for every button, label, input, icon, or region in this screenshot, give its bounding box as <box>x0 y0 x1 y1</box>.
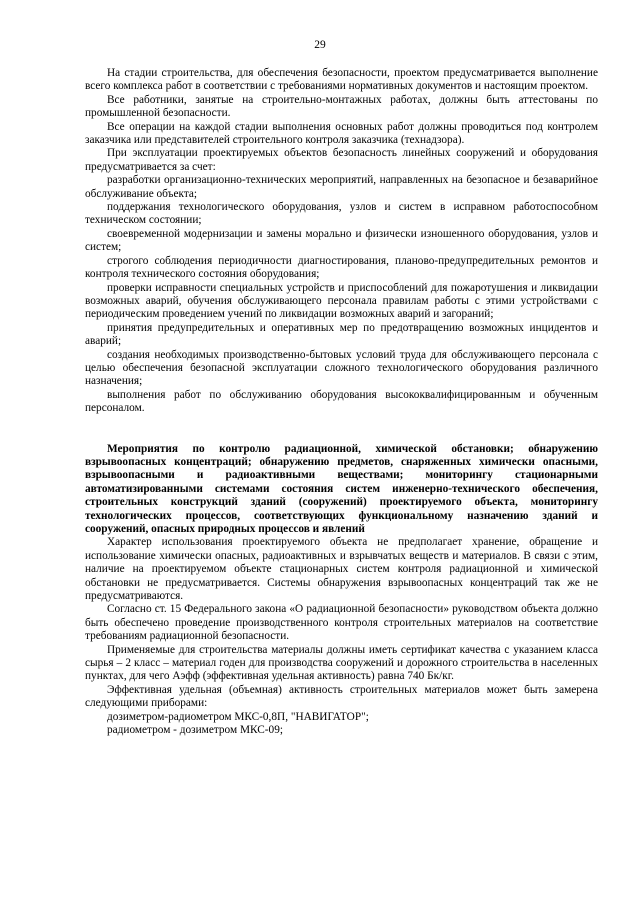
list-item: своевременной модернизации и замены морально и физически изношенного оборудования, узлов и систем; <box>85 227 598 254</box>
list-item: строгого соблюдения периодичности диагностирования, планово-предупредительных ремонтов и контроля технического состояния оборудования; <box>85 254 598 281</box>
section-heading: Мероприятия по контролю радиационной, химической обстановки; обнаружению взрывоопасных концентраций; обнаружению предметов, снаряженных химически опасными, взрывоопасными и радиоактивными веществами; мониторингу стационарными автоматизированными системами состояния систем инженерно-технического обеспечения, строительных конструкций зданий (сооружений) проектируемого объекта, мониторингу технологических процессов, соответствующих функциональному назначению зданий и сооружений, опасных природных процессов и явлений <box>85 442 598 535</box>
list-item: принятия предупредительных и оперативных мер по предотвращению возможных инцидентов и аварий; <box>85 321 598 348</box>
paragraph: При эксплуатации проектируемых объектов безопасность линейных сооружений и оборудования предусматривается за счет: <box>85 147 598 173</box>
list-item: проверки исправности специальных устройств и приспособлений для пожаротушения и ликвидации возможных аварий, обучения обслуживающего персонала правилам работы с этими устройствами с периодическим проведением учений по ликвидации возможных аварий и загораний; <box>85 281 598 321</box>
list-item: поддержания технологического оборудования, узлов и систем в исправном работоспособном техническом состоянии; <box>85 201 598 227</box>
list-item: разработки организационно-технических мероприятий, направленных на безопасное и безаварийное обслуживание объекта; <box>85 174 598 200</box>
list-item: выполнения работ по обслуживанию оборудования высококвалифицированным и обученным персоналом. <box>85 388 598 415</box>
page-number: 29 <box>314 39 326 51</box>
list-item: радиометром - дозиметром МКС-09; <box>107 724 283 737</box>
paragraph: Характер использования проектируемого объекта не предполагает хранение, обращение и использование химически опасных, радиоактивных и взрывчатых веществ и материалов. В связи с этим, наличие на проектируемом объекте стационарных систем контроля радиационной и химической обстановки не предусматривается. Системы обнаружения взрывоопасных концентраций так же не предусматриваются. <box>85 536 598 603</box>
paragraph: Все работники, занятые на строительно-монтажных работах, должны быть аттестованы по промышленной безопасности. <box>85 93 598 120</box>
paragraph: Эффективная удельная (объемная) активность строительных материалов может быть замерена следующими приборами: <box>85 683 598 710</box>
list-item: создания необходимых производственно-бытовых условий труда для обслуживающего персонала с целью обеспечения безопасной эксплуатации сложного технологического оборудования различного назначения; <box>85 348 598 388</box>
document-body <box>85 67 598 738</box>
paragraph: Все операции на каждой стадии выполнения основных работ должны проводиться под контролем заказчика или представителей строительного контроля заказчика (технадзора). <box>85 120 598 147</box>
paragraph: Применяемые для строительства материалы должны иметь сертификат качества с указанием класса сырья – 2 класс – материал годен для производства сооружений и дорожного строительства в населенных пунктах, для чего Аэфф (эффективная удельная активность) равна 740 Бк/кг. <box>85 643 598 683</box>
list-item: дозиметром-радиометром МКС-0,8П, "НАВИГАТОР"; <box>107 710 369 723</box>
paragraph: На стадии строительства, для обеспечения безопасности, проектом предусматривается выполнение всего комплекса работ в соответствии с требованиями нормативных документов и настоящим проектом. <box>85 67 598 93</box>
paragraph: Согласно ст. 15 Федерального закона «О радиационной безопасности» руководством объекта должно быть обеспечено проведение производственного контроля строительных материалов на соответствие требованиям радиационной безопасности. <box>85 603 598 643</box>
